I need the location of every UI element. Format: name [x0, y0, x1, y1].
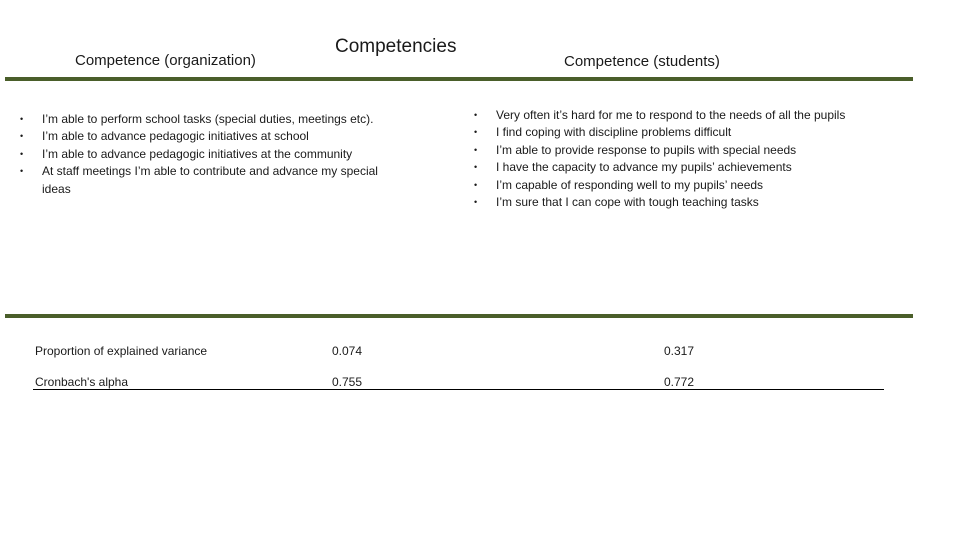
- list-item: • I’m able to perform school tasks (special duties, meetings etc).: [42, 111, 402, 128]
- variance-label: Proportion of explained variance: [35, 344, 208, 358]
- bullet-icon: •: [474, 179, 478, 190]
- list-item: • I have the capacity to advance my pupils’ achievements: [496, 159, 856, 176]
- list-item: • I’m capable of responding well to my pupils’ needs: [496, 177, 856, 194]
- middle-divider: [5, 314, 913, 318]
- organization-list: [20, 111, 402, 198]
- list-item: • I find coping with discipline problems difficult: [496, 124, 856, 141]
- bullet-icon: •: [20, 148, 24, 159]
- list-item: • I’m able to advance pedagogic initiatives at the community: [42, 146, 402, 163]
- bullet-icon: •: [474, 144, 478, 155]
- alpha-label: Cronbach's alpha: [35, 375, 129, 389]
- list-item: • I’m sure that I can cope with tough teaching tasks: [496, 194, 856, 211]
- bullet-icon: •: [20, 114, 24, 124]
- bullet-icon: •: [474, 110, 478, 120]
- bullet-icon: •: [474, 127, 478, 138]
- alpha-organization-value: 0.755: [332, 375, 363, 389]
- list-item: • At staff meetings I’m able to contribute and advance my special ideas: [20, 164, 378, 196]
- bullet-icon: •: [20, 131, 24, 142]
- variance-organization-value: 0.074: [332, 344, 363, 358]
- bottom-divider: [33, 389, 884, 390]
- list-item: • I’m able to advance pedagogic initiatives at school: [42, 128, 402, 145]
- list-item: • Very often it’s hard for me to respond to the needs of all the pupils: [496, 107, 856, 124]
- bullet-icon: •: [474, 162, 478, 173]
- variance-students-value: 0.317: [664, 344, 695, 358]
- students-header: Competence (students): [564, 53, 720, 70]
- top-divider: [5, 77, 913, 81]
- page-title: Competencies: [335, 36, 457, 57]
- alpha-students-value: 0.772: [664, 375, 695, 389]
- bullet-icon: •: [474, 197, 478, 208]
- organization-header: Competence (organization): [75, 52, 256, 69]
- students-list: [474, 107, 856, 211]
- list-item: • I’m able to provide response to pupils with special needs: [496, 142, 856, 159]
- bullet-icon: •: [20, 166, 24, 177]
